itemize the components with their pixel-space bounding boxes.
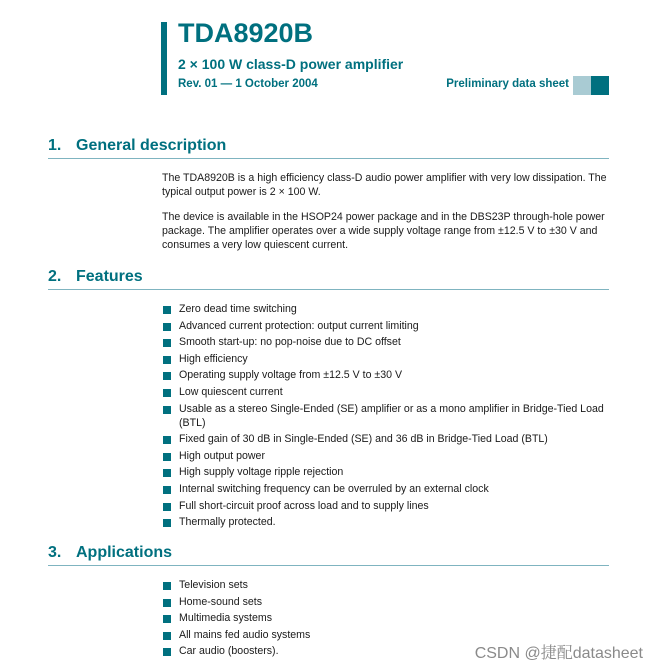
list-item — [162, 319, 622, 333]
list-item — [162, 595, 622, 609]
section-number: 2. — [48, 268, 62, 285]
section-title: Applications — [76, 544, 173, 561]
list-item-text: All mains fed audio systems — [179, 628, 311, 641]
list-item — [162, 402, 622, 430]
document-status: Preliminary data sheet — [446, 78, 569, 90]
list-item-text: Low quiescent current — [179, 385, 283, 398]
square-bullet-icon — [163, 615, 171, 623]
list-item — [162, 499, 622, 513]
section-number: 1. — [48, 137, 62, 154]
list-item — [162, 449, 622, 463]
list-item — [162, 578, 622, 592]
list-item-text: High efficiency — [179, 352, 248, 365]
section-number: 3. — [48, 544, 62, 561]
square-bullet-icon — [163, 389, 171, 397]
list-item-text: Operating supply voltage from ±12.5 V to ±30 V — [179, 369, 403, 382]
list-item-text: Full short-circuit proof across load and to supply lines — [179, 499, 429, 512]
square-bullet-icon — [163, 306, 171, 314]
list-item-text: Fixed gain of 30 dB in Single-Ended (SE) and 36 dB in Bridge-Tied Load (BTL) — [179, 433, 548, 446]
general-description-paragraph-1: The TDA8920B is a high efficiency class-D audio power amplifier with very low dissipation. The typical output power is 2 × 100 W. — [162, 172, 607, 198]
square-bullet-icon — [163, 453, 171, 461]
list-item-text: Smooth start-up: no pop-noise due to DC offset — [179, 336, 401, 349]
list-item — [162, 465, 622, 479]
square-bullet-icon — [163, 632, 171, 640]
list-item — [162, 432, 622, 446]
section-title: General description — [76, 137, 227, 154]
document-title: TDA8920B — [178, 18, 314, 48]
section-heading-applications — [48, 544, 609, 566]
list-item — [162, 515, 622, 529]
square-bullet-icon — [163, 406, 171, 414]
square-bullet-icon — [163, 599, 171, 607]
square-bullet-icon — [163, 648, 171, 656]
document-subtitle: 2 × 100 W class-D power amplifier — [178, 56, 404, 72]
revision-date: Rev. 01 — 1 October 2004 — [178, 78, 318, 90]
square-bullet-icon — [163, 356, 171, 364]
square-bullet-icon — [163, 372, 171, 380]
square-bullet-icon — [163, 582, 171, 590]
section-heading-features — [48, 268, 609, 290]
list-item — [162, 482, 622, 496]
section-title: Features — [76, 268, 143, 285]
header-dark-square — [591, 76, 609, 95]
list-item-text: Advanced current protection: output current limiting — [179, 319, 419, 332]
list-item-text: Home-sound sets — [179, 595, 263, 608]
list-item — [162, 385, 622, 399]
square-bullet-icon — [163, 519, 171, 527]
section-heading-general-description — [48, 137, 609, 159]
list-item — [162, 302, 622, 316]
square-bullet-icon — [163, 469, 171, 477]
list-item-text: Television sets — [179, 579, 248, 591]
list-item-text: Thermally protected. — [179, 516, 276, 529]
list-item-text: Multimedia systems — [179, 612, 273, 625]
list-item-text: Car audio (boosters). — [179, 645, 279, 658]
list-item-text: High supply voltage ripple rejection — [179, 466, 344, 479]
list-item — [162, 368, 622, 382]
list-item-text: Usable as a stereo Single-Ended (SE) amplifier or as a mono amplifier in Bridge-Tied Load (BTL) — [179, 402, 604, 429]
list-item — [162, 335, 622, 349]
header-light-square — [573, 76, 591, 95]
header-accent-bar — [161, 22, 167, 95]
square-bullet-icon — [163, 486, 171, 494]
general-description-paragraph-2: The device is available in the HSOP24 power package and in the DBS23P through-hole power package. The amplifier operates over a wide supply voltage range from ±12.5 V to ±30 V and consumes a very low quiescent current. — [162, 211, 605, 251]
list-item-text: High output power — [179, 449, 265, 462]
list-item-text: Zero dead time switching — [179, 303, 297, 315]
square-bullet-icon — [163, 323, 171, 331]
square-bullet-icon — [163, 503, 171, 511]
features-list — [162, 302, 622, 532]
list-item-text: Internal switching frequency can be overruled by an external clock — [179, 482, 489, 495]
watermark: CSDN @捷配datasheet — [474, 645, 643, 662]
list-item — [162, 352, 622, 366]
list-item — [162, 611, 622, 625]
square-bullet-icon — [163, 339, 171, 347]
square-bullet-icon — [163, 436, 171, 444]
